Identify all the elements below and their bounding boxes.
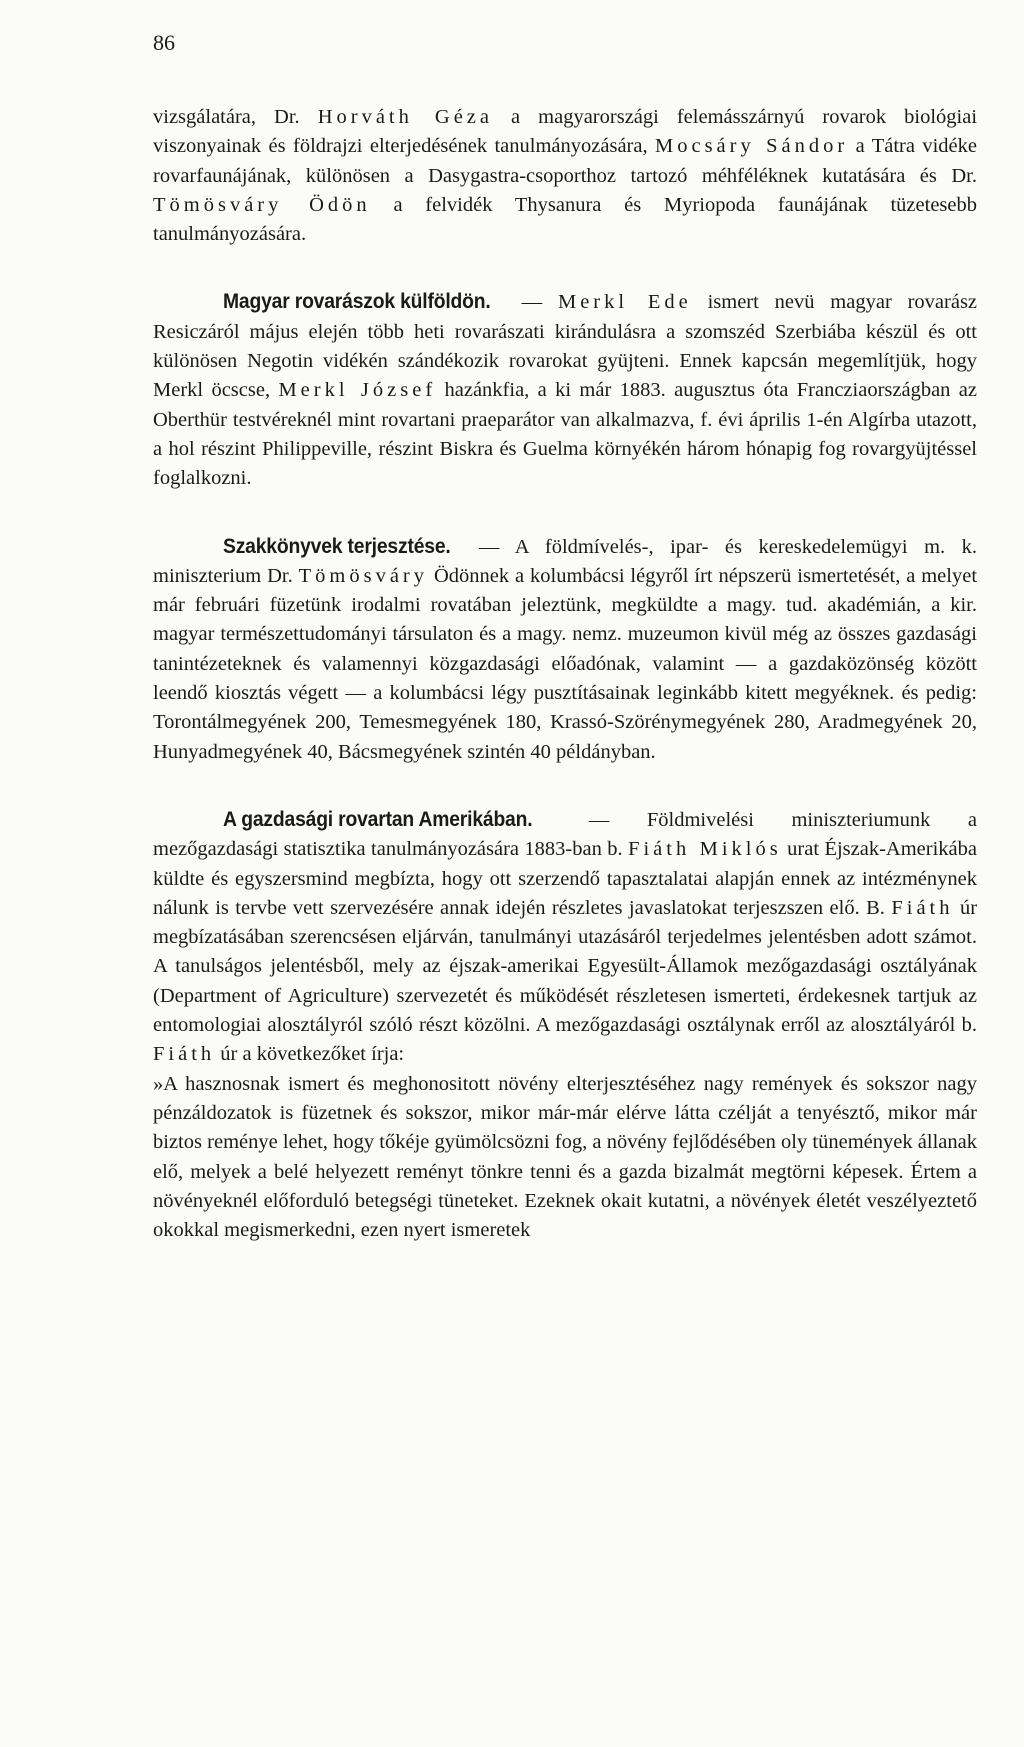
person-name: Mocsáry Sándor	[655, 135, 849, 158]
text: — Földmivelési miniszteriumunk a mezőgazdasági statisztika tanulmányozására 1883-ban b.	[153, 808, 977, 861]
person-name: Horváth Géza	[317, 106, 494, 128]
text: urat Éjszak-Amerikába küldte és egyszersmind megbízta, hogy ott szerzendő tapasztalatai alapján ennek az intézménynek nálunk is tervbe vett szervezésére annak idején részletes javaslatokat terjeszszen elő. B.	[153, 838, 977, 919]
section-economic-entomology-america	[153, 805, 977, 1070]
paragraph-intro	[153, 103, 977, 249]
person-name: Tömösváry Ödön	[153, 193, 371, 216]
section-heading: Szakkönyvek terjesztése.	[223, 534, 451, 558]
quoted-paragraph: »A hasznosnak ismert és meghonositott növény elterjesztéséhez nagy remények és sokszor nagy pénzáldozatok is füzetnek és sokszor, mikor már-már elérve látta czélját a tenyésztő, mikor már biztos reménye lehet, hogy tőkéje gyümölcsözni fog, a növény fejlődésében oly tünemények állanak elő, melyek a belé helyezett reményt tönkre tenni és a gazda bizalmát megtörni képesek. Értem a növényeknél előforduló betegségi tüneteket. Ezeknek okait kutatni, a növények életét veszélyeztető okokkal megismerkedni, ezen nyert ismeretek	[153, 1072, 977, 1242]
person-name: Merkl Ede	[557, 291, 692, 314]
text: Ödönnek a kolumbácsi légyről írt népszerü ismertetését, a melyet már februári füzetünk irodalmi rovatában jeleztünk, megküldte a magy. tud. akadémián, a kir. magyar természettudományi társulaton és a magy. nemz. muzeumon kivül még az összes gazdasági tanintézeteknek és valamennyi közgazdasági előadónak, valamint — a gazdaközönség között leendő kiosztás végett — a kolumbácsi légy pusztításainak leginkább kitett megyéknek. és pedig: Torontálmegyének 200, Temesmegyének 180, Krassó-Szörénymegyének 280, Aradmegyének 20, Hunyadmegyének 40, Bácsmegyének szintén 40 példányban.	[153, 564, 978, 763]
section-heading: Magyar rovarászok külföldön.	[223, 290, 491, 314]
text: —	[521, 291, 543, 314]
person-name: Fiáth	[891, 896, 954, 919]
person-name: Merkl József	[278, 379, 437, 402]
section-heading: A gazdasági rovartan Amerikában.	[223, 807, 533, 831]
text: ismert nevü magyar rovarász Resiczáról május elején több heti rovarászati kirándulásra a szomszéd Szerbiába készül és ott különösen Negotin vidékén szándékozik rovarokat gyüjteni. Ennek kapcsán megemlítjük, hogy Merkl öcscse,	[153, 291, 978, 402]
person-name: Fiáth Miklós	[628, 838, 782, 861]
text: a magyarországi felemásszárnyú rovarok biológiai viszonyainak és földrajzi elterjedésének tanulmányozására,	[153, 106, 978, 158]
article-body	[153, 103, 977, 1245]
section-hungarian-entomologists-abroad	[153, 287, 977, 493]
text: hazánkfia, a ki már 1883. augusztus óta Francziaországban az Oberthür testvéreknél mint rovartani praeparátor van alkalmazva, f. évi április 1-én Algírba utazott, a hol részint Philippeville, részint Biskra és Guelma környékén három hónapig fog rovargyüjtéssel foglalkozni.	[153, 379, 977, 490]
section-book-distribution	[153, 532, 977, 767]
text: a felvidék Thysanura és Myriopoda faunájának tüzetesebb tanulmányozására.	[153, 193, 978, 246]
text: — A földmívelés-, ipar- és kereskedelemügyi m. k. miniszterium Dr.	[153, 535, 978, 587]
person-name: Fiáth	[153, 1043, 216, 1066]
text: úr megbízatásában szerencsésen eljárván, tanulmányi utazásáról terjedelmes jelentésben adott számot. A tanulságos jelentésből, mely az éjszak-amerikai Egyesült-Államok mezőgazdasági osztályának (Department of Agriculture) szervezetét és működését részletesen ismerteti, érdekesnek tartjuk az entomologiai alosztályról szóló részt közölni. A mezőgazdasági osztálynak erről az alosztályáról b.	[153, 896, 978, 1037]
person-name: Tömösváry	[298, 564, 429, 587]
text: vizsgálatára, Dr.	[153, 106, 300, 128]
text: a Tátra vidéke rovarfaunájának, különösen a Dasygastra-csoporthoz tartozó méhféléknek kutatására és Dr.	[153, 135, 978, 187]
text: úr a következőket írja:	[220, 1043, 405, 1066]
page-number: 86	[153, 30, 175, 55]
